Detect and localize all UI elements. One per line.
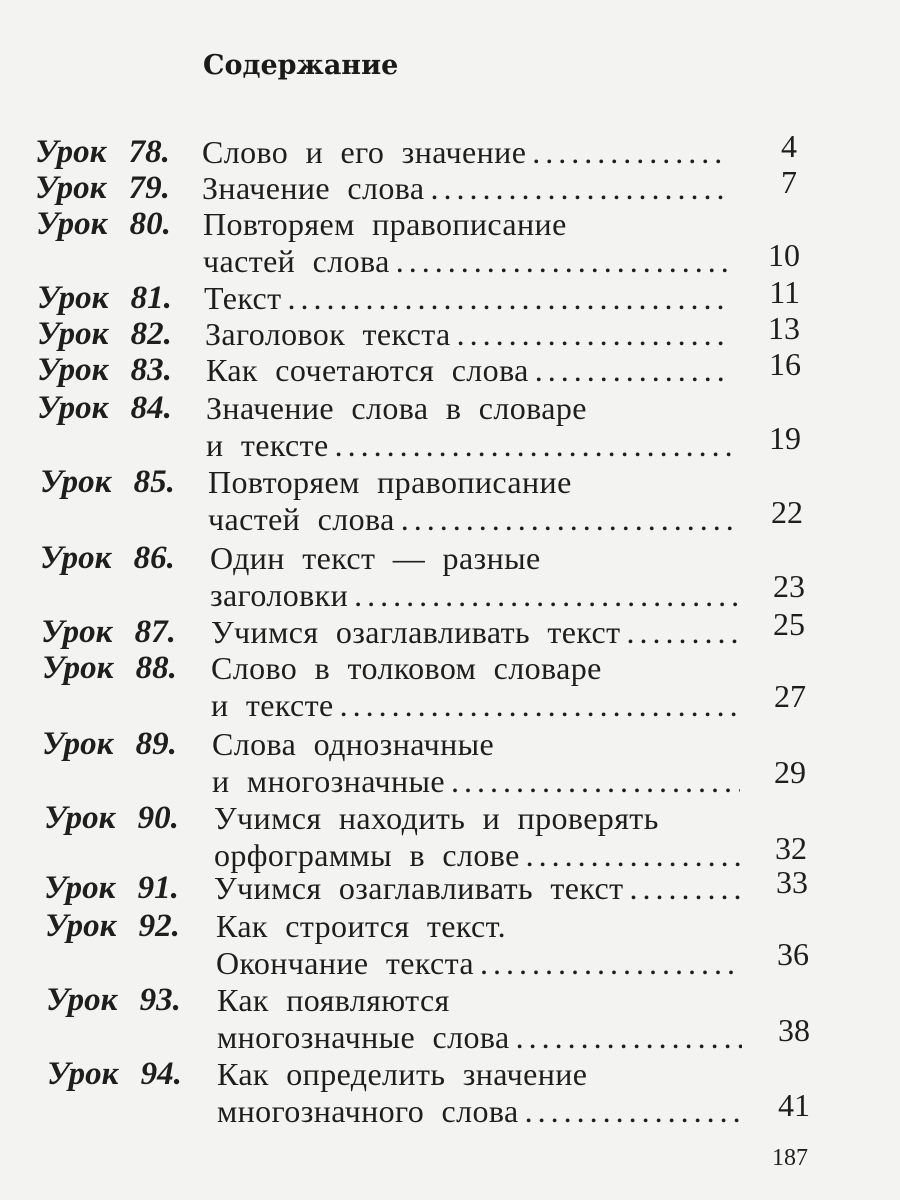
lesson-title-line: Как сочетаются слова . . . <box>206 352 730 390</box>
lesson-title-line: Слово и его значение . . . <box>202 134 725 172</box>
lesson-label: Урок 85. <box>40 464 175 500</box>
lesson-title-line: многозначного слова . . . <box>217 1093 742 1131</box>
lesson-page-number: 38 <box>778 1012 810 1048</box>
lesson-page-number: 16 <box>769 346 801 382</box>
lesson-label: Урок 90. <box>44 800 179 836</box>
lesson-page-number: 11 <box>769 274 800 310</box>
lesson-label: Урок 86. <box>40 540 175 576</box>
lesson-title-line: и многозначные . . . <box>212 763 740 801</box>
lesson-page-number: 41 <box>778 1087 810 1123</box>
lesson-page-number: 33 <box>776 864 808 900</box>
lesson-label: Урок 89. <box>42 726 177 762</box>
lesson-title-line: Значение слова в словаре <box>206 390 587 426</box>
lesson-page-number: 13 <box>768 310 800 346</box>
lesson-title-line: заголовки . . . <box>210 577 738 615</box>
lesson-label: Урок 91. <box>44 870 179 906</box>
lesson-title-line: Текст . . . <box>204 280 728 318</box>
lesson-page-number: 25 <box>773 606 805 642</box>
lesson-label: Урок 87. <box>41 614 176 650</box>
lesson-page-number: 36 <box>777 936 809 972</box>
page-title: Содержание <box>203 50 399 81</box>
lesson-page-number: 4 <box>781 128 797 164</box>
lesson-title-line: и тексте . . . <box>211 687 740 725</box>
lesson-title-line: Повторяем правописание <box>208 464 572 500</box>
lesson-page-number: 27 <box>774 678 806 714</box>
lesson-title-line: и тексте . . . <box>206 427 733 465</box>
lesson-label: Урок 80. <box>36 206 171 242</box>
lesson-label: Урок 88. <box>42 650 177 686</box>
lesson-label: Урок 84. <box>37 390 172 426</box>
lesson-label: Урок 93. <box>46 982 181 1018</box>
lesson-page-number: 32 <box>775 830 807 866</box>
lesson-label: Урок 94. <box>47 1056 182 1092</box>
lesson-title-line: Учимся озаглавливать текст . . . <box>214 870 742 908</box>
lesson-page-number: 29 <box>774 754 806 790</box>
lesson-page-number: 10 <box>768 237 800 273</box>
lesson-title-line: Как строится текст. <box>216 908 506 944</box>
lesson-title-line: Учимся озаглавливать текст . . . <box>211 614 740 652</box>
lesson-title-line: Слово в толковом словаре <box>211 650 602 686</box>
lesson-title-line: многозначные слова . . . <box>217 1019 742 1057</box>
lesson-title-line: Слова однозначные <box>212 726 495 762</box>
lesson-label: Урок 79. <box>35 170 170 206</box>
lesson-label: Урок 81. <box>37 280 172 316</box>
lesson-title-line: частей слова . . . <box>203 243 728 281</box>
lesson-title-line: орфограммы в слове . . . <box>214 837 742 875</box>
lesson-title-line: Один текст — разные <box>210 540 541 576</box>
lesson-page-number: 19 <box>769 420 801 456</box>
lesson-page-number: 23 <box>773 568 805 604</box>
lesson-title-line: Учимся находить и проверять <box>214 800 659 836</box>
lesson-label: Урок 83. <box>37 352 172 388</box>
lesson-label: Урок 78. <box>35 134 170 170</box>
lesson-title-line: частей слова . . . <box>208 501 737 539</box>
lesson-page-number: 7 <box>781 164 797 200</box>
lesson-page-number: 22 <box>771 494 803 530</box>
lesson-title-line: Окончание текста . . . <box>216 945 742 983</box>
lesson-label: Урок 92. <box>45 908 180 944</box>
lesson-label: Урок 82. <box>37 316 172 352</box>
lesson-title-line: Как определить значение <box>217 1056 588 1092</box>
lesson-title-line: Как появляются <box>217 982 450 1018</box>
lesson-title-line: Повторяем правописание <box>203 206 567 242</box>
lesson-title-line: Значение слова . . . <box>202 170 725 208</box>
lesson-title-line: Заголовок текста . . . <box>205 316 728 354</box>
page-number: 187 <box>772 1145 808 1171</box>
